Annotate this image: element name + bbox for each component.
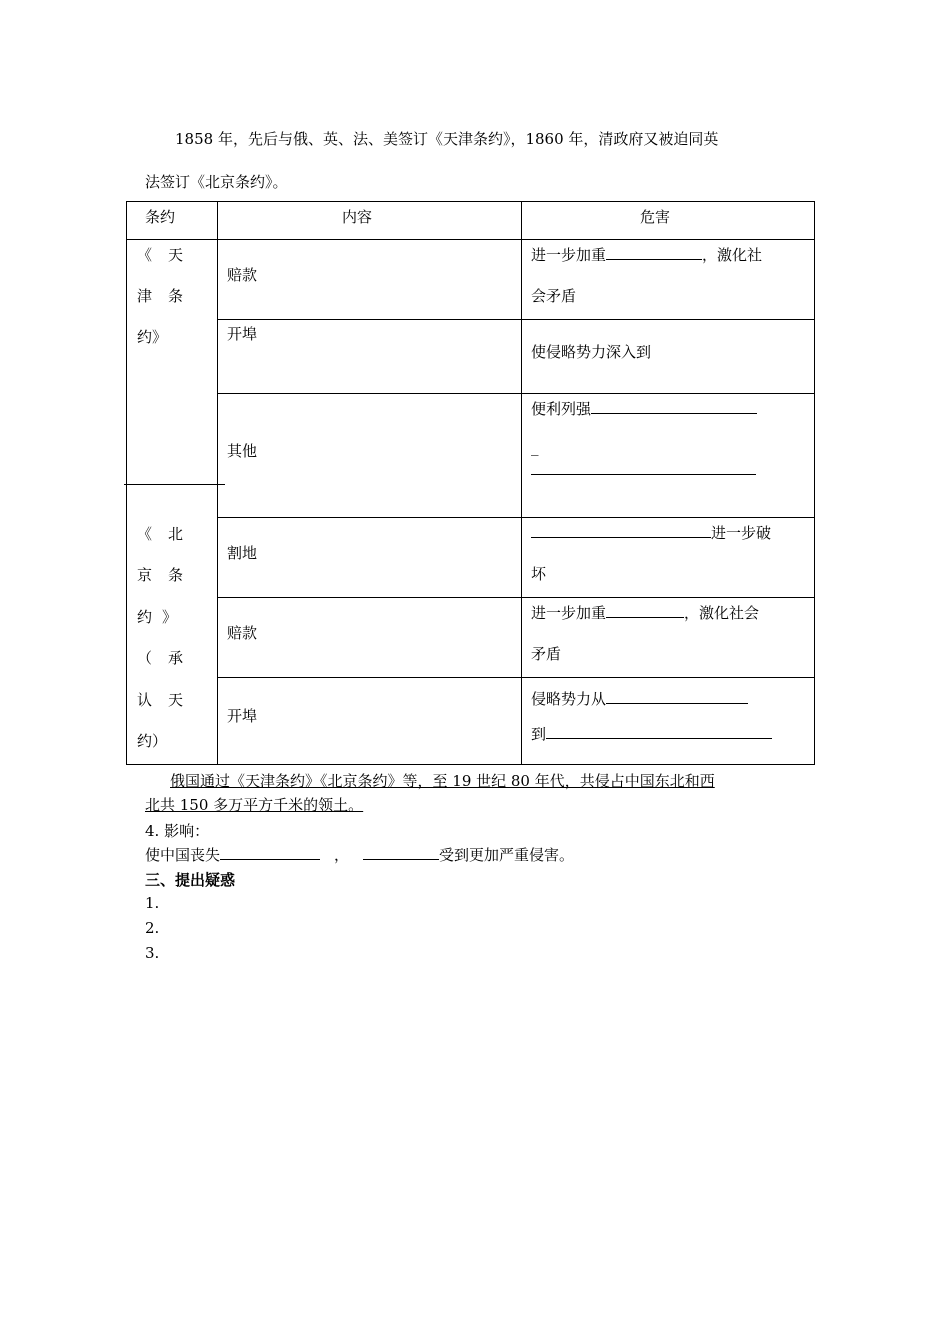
harm-ports-beijing-cont: 到 — [531, 723, 772, 744]
harm-other-tianjin: 便利列强 — [531, 398, 757, 419]
harm-cession-beijing-cont: 坏 — [531, 565, 547, 583]
harm-indemnity-tianjin-cont: 会矛盾 — [531, 287, 577, 305]
russia-line-1: 俄国通过《天津条约》《北京条约》等，至 19 世纪 80 年代，共侵占中国东北和西 — [170, 772, 715, 790]
question-item: 2. — [145, 919, 160, 937]
header-treaty: 条约 — [145, 208, 176, 226]
question-item: 3. — [145, 944, 160, 962]
answer-blank[interactable] — [606, 602, 684, 618]
intro-line-2: 法签订《北京条约》。 — [145, 173, 288, 191]
harm-cession-beijing: 进一步破 — [531, 522, 771, 543]
questions-heading: 三、提出疑惑 — [145, 871, 236, 889]
answer-blank-line[interactable] — [531, 474, 756, 475]
answer-blank[interactable] — [546, 723, 772, 739]
content-indemnity-tianjin: 赔款 — [227, 266, 258, 284]
answer-blank[interactable] — [591, 398, 757, 414]
content-other-tianjin: 其他 — [227, 442, 258, 460]
content-indemnity-beijing: 赔款 — [227, 624, 258, 642]
intro-line-1: 1858 年，先后与俄、英、法、美签订《天津条约》，1860 年，清政府又被迫同英 — [175, 130, 719, 148]
impact-line: 使中国丧失 ， 受到更加严重侵害。 — [145, 846, 575, 864]
header-content: 内容 — [342, 208, 373, 226]
harm-ports-tianjin: 使侵略势力深入到 — [531, 343, 652, 361]
content-ports-tianjin: 开埠 — [227, 325, 258, 343]
harm-indemnity-tianjin: 进一步加重 ，激化社 — [531, 246, 763, 264]
harm-other-dash: _ — [531, 438, 539, 456]
question-item: 1. — [145, 894, 160, 912]
harm-indemnity-beijing-cont: 矛盾 — [531, 645, 562, 663]
header-harm: 危害 — [640, 208, 671, 226]
content-ports-beijing: 开埠 — [227, 707, 258, 725]
impact-heading: 4. 影响： — [145, 822, 210, 840]
harm-ports-beijing: 侵略势力从 — [531, 688, 748, 709]
answer-blank[interactable] — [220, 844, 320, 860]
answer-blank[interactable] — [363, 844, 439, 860]
content-cession-beijing: 割地 — [227, 544, 258, 562]
answer-blank[interactable] — [531, 522, 711, 538]
answer-blank[interactable] — [606, 688, 748, 704]
answer-blank[interactable] — [606, 244, 702, 260]
russia-line-2: 北共 150 多万平方千米的领土。 — [145, 796, 364, 814]
harm-indemnity-beijing: 进一步加重 ，激化社会 — [531, 604, 760, 622]
